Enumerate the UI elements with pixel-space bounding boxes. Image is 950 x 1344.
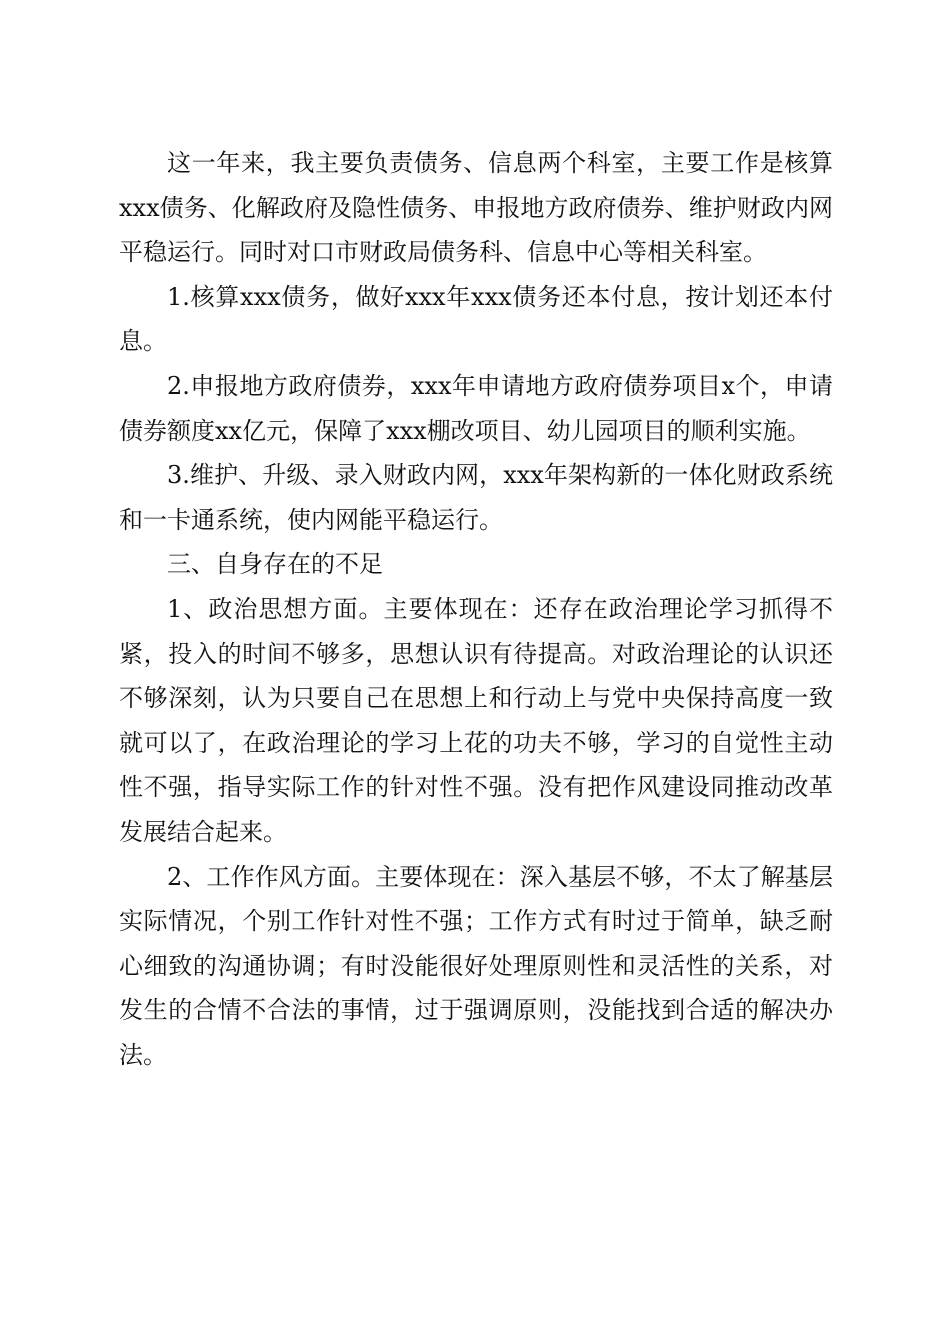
shortcoming-2: 2、工作作风方面。主要体现在：深入基层不够，不太了解基层实际情况，个别工作针对性不强；工作方式有时过于简单，缺乏耐心细致的沟通协调；有时没能很好处理原则性和灵活性的关系，对发生的合情不合法的事情，过于强调原则，没能找到合适的解决办法。 xyxy=(119,862,833,1069)
work-item-1: 1.核算xxx债务，做好xxx年xxx债务还本付息，按计划还本付息。 xyxy=(119,282,833,356)
document-body xyxy=(119,141,833,1077)
section-heading: 三、自身存在的不足 xyxy=(167,550,383,579)
shortcoming-1: 1、政治思想方面。主要体现在：还存在政治理论学习抓得不紧，投入的时间不够多，思想认识有待提高。对政治理论的认识还不够深刻，认为只要自己在思想上和行动上与党中央保持高度一致就可以了，在政治理论的学习上花的功夫不够，学习的自觉性主动性不强，指导实际工作的针对性不强。没有把作风建设同推动改革发展结合起来。 xyxy=(119,594,833,846)
work-item-3: 3.维护、升级、录入财政内网，xxx年架构新的一体化财政系统和一卡通系统，使内网能平稳运行。 xyxy=(119,461,833,534)
work-item-2: 2.申报地方政府债券，xxx年申请地方政府债券项目x个，申请债券额度xx亿元，保障了xxx棚改项目、幼儿园项目的顺利实施。 xyxy=(119,371,833,445)
intro-paragraph: 这一年来，我主要负责债务、信息两个科室，主要工作是核算xxx债务、化解政府及隐性债务、申报地方政府债券、维护财政内网平稳运行。同时对口市财政局债务科、信息中心等相关科室。 xyxy=(119,149,833,267)
